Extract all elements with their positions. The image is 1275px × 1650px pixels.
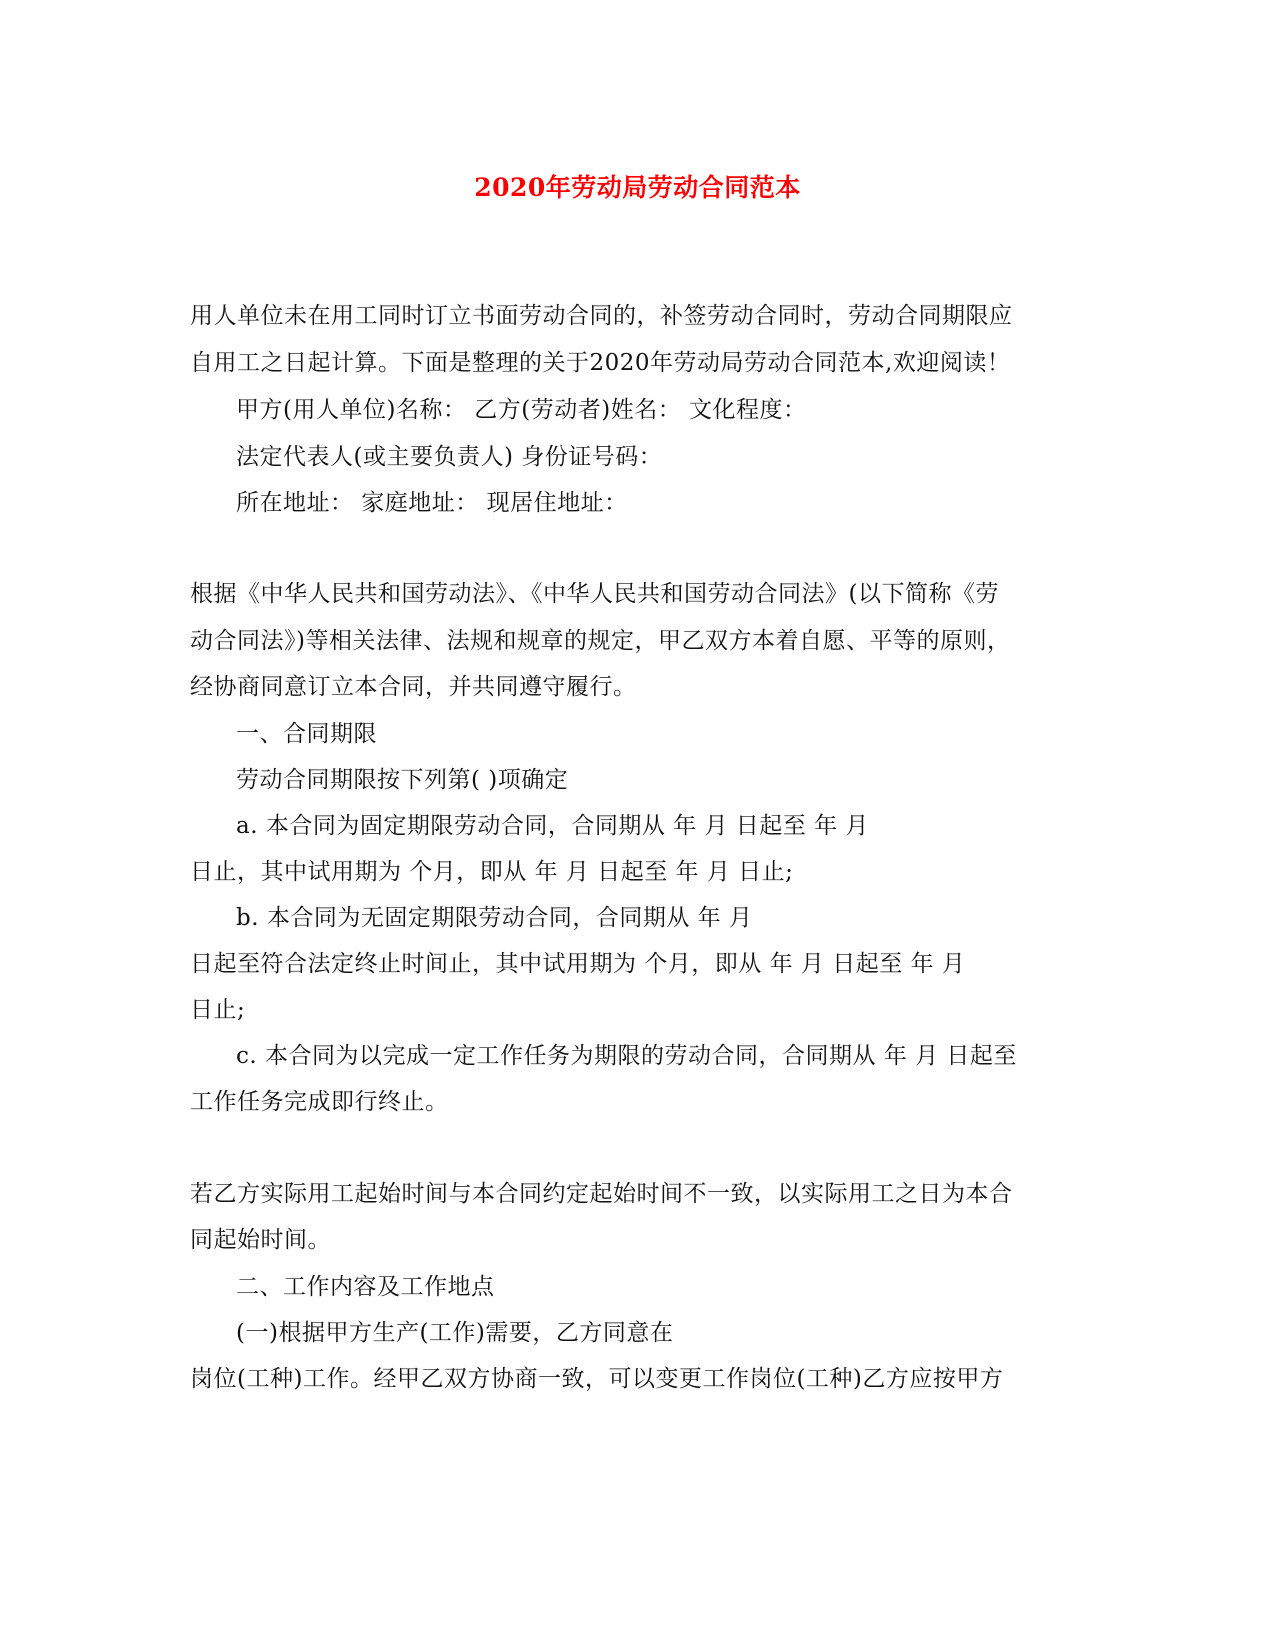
document-title: 2020年劳动局劳动合同范本 [474, 173, 801, 202]
clause-b-line-2: 日起至符合法定终止时间止，其中试用期为 个月，即从 年 月 日起至 年 月 [190, 951, 966, 977]
paragraph-line-2: 自用工之日起计算。下面是整理的关于2020年劳动局劳动合同范本,欢迎阅读！ [190, 350, 1011, 376]
party-info-line-2: 法定代表人(或主要负责人) 身份证号码： [236, 444, 663, 470]
section-heading-1: 一、合同期限 [236, 721, 377, 747]
clause-b-line-1: b. 本合同为无固定期限劳动合同，合同期从 年 月 [236, 905, 753, 931]
paragraph-line-1: 用人单位未在用工同时订立书面劳动合同的，补签劳动合同时，劳动合同期限应 [190, 303, 1013, 329]
paragraph-line-8: 经协商同意订立本合同，并共同遵守履行。 [190, 674, 637, 700]
paragraph-line-22: 岗位(工种)工作。经甲乙双方协商一致，可以变更工作岗位(工种)乙方应按甲方 [190, 1366, 1004, 1392]
section-heading-2: 二、工作内容及工作地点 [236, 1274, 495, 1300]
party-info-line-3: 所在地址： 家庭地址： 现居住地址： [236, 490, 628, 516]
paragraph-line-7: 动合同法》)等相关法律、法规和规章的规定，甲乙双方本着自愿、平等的原则， [190, 628, 1011, 654]
paragraph-line-18: 若乙方实际用工起始时间与本合同约定起始时间不一致，以实际用工之日为本合 [190, 1181, 1013, 1207]
clause-c-line-2: 工作任务完成即行终止。 [190, 1089, 449, 1115]
paragraph-line-6: 根据《中华人民共和国劳动法》、《中华人民共和国劳动合同法》(以下简称《劳 [190, 581, 999, 607]
party-info-line-1: 甲方(用人单位)名称： 乙方(劳动者)姓名： 文化程度： [236, 397, 807, 423]
clause-c-line-1: c. 本合同为以完成一定工作任务为期限的劳动合同，合同期从 年 月 日起至 [236, 1043, 1017, 1069]
clause-a-line-2: 日止，其中试用期为 个月，即从 年 月 日起至 年 月 日止; [190, 859, 794, 885]
paragraph-line-21: (一)根据甲方生产(工作)需要，乙方同意在 [236, 1320, 674, 1346]
clause-b-line-3: 日止; [190, 997, 246, 1023]
clause-a-line-1: a. 本合同为固定期限劳动合同，合同期从 年 月 日起至 年 月 [236, 813, 869, 839]
paragraph-line-19: 同起始时间。 [190, 1227, 331, 1253]
paragraph-line-10: 劳动合同期限按下列第( )项确定 [236, 767, 569, 793]
